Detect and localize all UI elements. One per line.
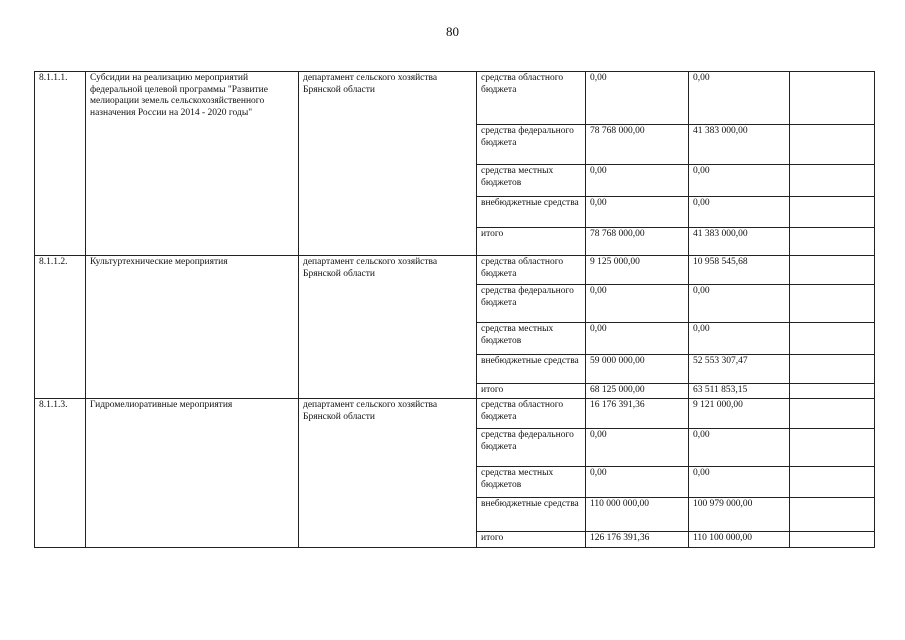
empty-cell: [790, 429, 875, 467]
funding-source: средства федерального бюджета: [477, 285, 586, 323]
amount-1: 0,00: [586, 72, 689, 125]
funding-source: внебюджетные средства: [477, 355, 586, 384]
item-name: Гидромелиоративные мероприятия: [86, 399, 299, 548]
amount-1: 0,00: [586, 165, 689, 197]
amount-1: 110 000 000,00: [586, 498, 689, 532]
amount-2: 41 383 000,00: [689, 228, 790, 256]
amount-1: 0,00: [586, 285, 689, 323]
amount-2: 110 100 000,00: [689, 532, 790, 548]
empty-cell: [790, 256, 875, 285]
empty-cell: [790, 165, 875, 197]
item-executor: департамент сельского хозяйства Брянской области: [299, 256, 477, 399]
item-executor: департамент сельского хозяйства Брянской области: [299, 399, 477, 548]
amount-2: 0,00: [689, 72, 790, 125]
item-name: Субсидии на реализацию мероприятий федеральной целевой программы "Развитие мелиорации земель сельскохозяйственного назначения России на 2014 - 2020 годы": [86, 72, 299, 256]
amount-2: 9 121 000,00: [689, 399, 790, 429]
funding-source: внебюджетные средства: [477, 197, 586, 228]
amount-2: 0,00: [689, 323, 790, 355]
amount-2: 100 979 000,00: [689, 498, 790, 532]
page-number: 80: [446, 24, 459, 39]
funding-source: итого: [477, 532, 586, 548]
funding-source: средства местных бюджетов: [477, 165, 586, 197]
empty-cell: [790, 285, 875, 323]
amount-1: 68 125 000,00: [586, 384, 689, 399]
amount-2: 0,00: [689, 467, 790, 498]
item-executor: департамент сельского хозяйства Брянской области: [299, 72, 477, 256]
table-row: [35, 72, 875, 125]
item-code: 8.1.1.1.: [35, 72, 86, 256]
amount-2: 41 383 000,00: [689, 125, 790, 165]
amount-2: 10 958 545,68: [689, 256, 790, 285]
amount-1: 16 176 391,36: [586, 399, 689, 429]
empty-cell: [790, 228, 875, 256]
funding-source: средства местных бюджетов: [477, 323, 586, 355]
amount-1: 0,00: [586, 323, 689, 355]
program-table: [34, 71, 875, 548]
amount-1: 59 000 000,00: [586, 355, 689, 384]
funding-source: средства областного бюджета: [477, 72, 586, 125]
funding-source: средства областного бюджета: [477, 256, 586, 285]
amount-1: 0,00: [586, 197, 689, 228]
amount-2: 52 553 307,47: [689, 355, 790, 384]
empty-cell: [790, 498, 875, 532]
table-row: [35, 399, 875, 429]
item-code: 8.1.1.2.: [35, 256, 86, 399]
amount-1: 78 768 000,00: [586, 125, 689, 165]
funding-source: средства местных бюджетов: [477, 467, 586, 498]
empty-cell: [790, 384, 875, 399]
empty-cell: [790, 355, 875, 384]
amount-1: 0,00: [586, 467, 689, 498]
amount-1: 0,00: [586, 429, 689, 467]
funding-source: средства областного бюджета: [477, 399, 586, 429]
amount-1: 9 125 000,00: [586, 256, 689, 285]
empty-cell: [790, 197, 875, 228]
item-code: 8.1.1.3.: [35, 399, 86, 548]
empty-cell: [790, 323, 875, 355]
item-name: Культуртехнические мероприятия: [86, 256, 299, 399]
empty-cell: [790, 532, 875, 548]
empty-cell: [790, 72, 875, 125]
funding-source: итого: [477, 228, 586, 256]
funding-source: итого: [477, 384, 586, 399]
amount-1: 126 176 391,36: [586, 532, 689, 548]
funding-source: средства федерального бюджета: [477, 125, 586, 165]
empty-cell: [790, 467, 875, 498]
funding-source: внебюджетные средства: [477, 498, 586, 532]
empty-cell: [790, 125, 875, 165]
amount-2: 63 511 853,15: [689, 384, 790, 399]
amount-2: 0,00: [689, 197, 790, 228]
funding-source: средства федерального бюджета: [477, 429, 586, 467]
table-row: [35, 256, 875, 285]
amount-1: 78 768 000,00: [586, 228, 689, 256]
amount-2: 0,00: [689, 165, 790, 197]
empty-cell: [790, 399, 875, 429]
amount-2: 0,00: [689, 429, 790, 467]
amount-2: 0,00: [689, 285, 790, 323]
